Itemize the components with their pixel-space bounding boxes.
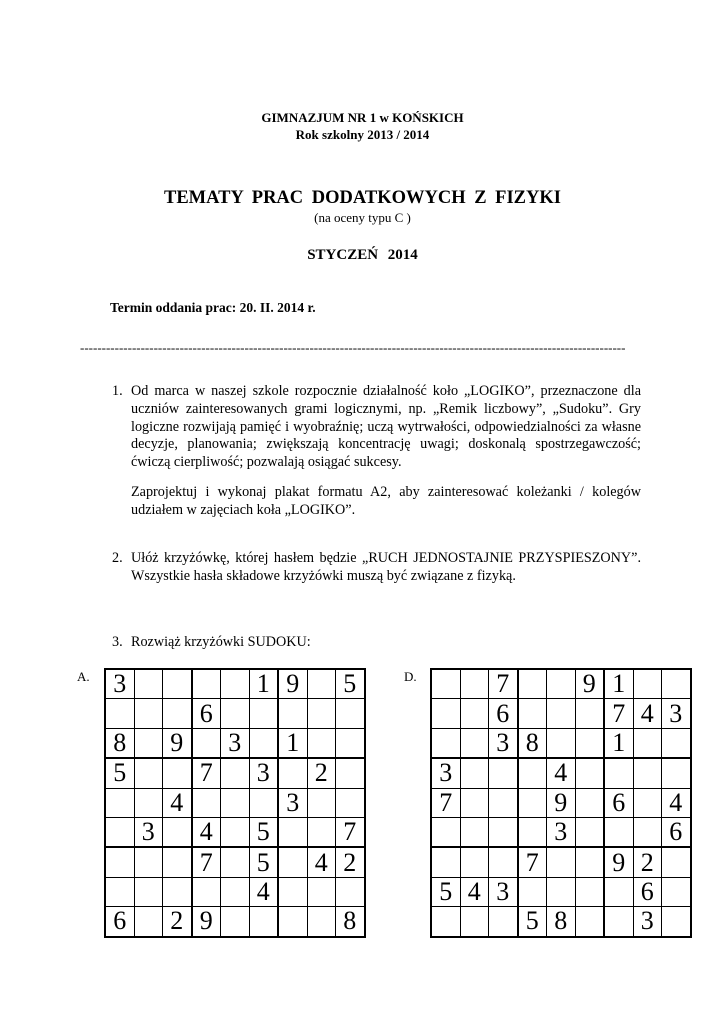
- sudoku-cell[interactable]: [575, 907, 604, 937]
- sudoku-cell[interactable]: 9: [278, 669, 307, 699]
- sudoku-cell[interactable]: [307, 877, 336, 906]
- sudoku-cell[interactable]: [307, 817, 336, 847]
- school-name: GIMNAZJUM NR 1 w KOŃSKICH: [261, 110, 464, 125]
- sudoku-cell[interactable]: [221, 788, 250, 817]
- sudoku-cell[interactable]: [460, 699, 489, 728]
- sudoku-cell[interactable]: [221, 817, 250, 847]
- sudoku-cell[interactable]: [575, 728, 604, 758]
- task-1-instruction: Zaprojektuj i wykonaj plakat formatu A2, aby zainteresować koleżanki / kolegów udziałem w zajęciach koła „LOGIKO”.: [131, 484, 641, 518]
- sudoku-cell[interactable]: [134, 877, 163, 906]
- sudoku-cell[interactable]: [431, 817, 460, 847]
- sudoku-cell[interactable]: [221, 907, 250, 937]
- sudoku-cell[interactable]: [662, 877, 691, 906]
- sudoku-cell[interactable]: 9: [547, 788, 576, 817]
- sudoku-cell[interactable]: [489, 758, 518, 788]
- sudoku-row: [105, 788, 365, 817]
- sudoku-cell[interactable]: [604, 877, 633, 906]
- sudoku-cell[interactable]: [633, 817, 662, 847]
- task-3-number: 3.: [112, 634, 123, 650]
- sudoku-cell[interactable]: [221, 847, 250, 877]
- sudoku-cell[interactable]: 6: [633, 877, 662, 906]
- sudoku-cell[interactable]: 8: [105, 728, 134, 758]
- sudoku-cell[interactable]: [575, 847, 604, 877]
- sudoku-cell[interactable]: [604, 817, 633, 847]
- sudoku-cell[interactable]: 3: [489, 728, 518, 758]
- sudoku-cell[interactable]: [518, 699, 547, 728]
- sudoku-cell[interactable]: [307, 699, 336, 728]
- sudoku-cell[interactable]: [278, 907, 307, 937]
- sudoku-row: [431, 758, 691, 788]
- sudoku-cell[interactable]: 4: [633, 699, 662, 728]
- sudoku-grid-a: [104, 668, 366, 938]
- sudoku-cell[interactable]: [221, 699, 250, 728]
- sudoku-cell[interactable]: 7: [192, 758, 221, 788]
- sudoku-cell[interactable]: [575, 817, 604, 847]
- sudoku-cell[interactable]: [192, 788, 221, 817]
- sudoku-cell[interactable]: [489, 788, 518, 817]
- sudoku-cell[interactable]: 4: [192, 817, 221, 847]
- task-2-text: Ułóż krzyżówkę, której hasłem będzie „RUCH JEDNOSTAJNIE PRZYSPIESZONY”. Wszystkie hasła składowe krzyżówki muszą być związane z fizyką.: [131, 550, 641, 584]
- sudoku-cell[interactable]: [307, 788, 336, 817]
- sudoku-cell[interactable]: [307, 728, 336, 758]
- document-month: STYCZEŃ 2014: [307, 247, 418, 263]
- sudoku-cell[interactable]: [134, 669, 163, 699]
- sudoku-row: [431, 847, 691, 877]
- sudoku-cell[interactable]: 3: [278, 788, 307, 817]
- sudoku-d-label: D.: [404, 669, 417, 684]
- sudoku-row: [105, 907, 365, 937]
- sudoku-cell[interactable]: 3: [431, 758, 460, 788]
- sudoku-cell[interactable]: [249, 699, 278, 728]
- sudoku-cell[interactable]: [431, 669, 460, 699]
- sudoku-cell[interactable]: 9: [604, 847, 633, 877]
- sudoku-cell[interactable]: [547, 669, 576, 699]
- sudoku-cell[interactable]: 9: [192, 907, 221, 937]
- sudoku-cell[interactable]: [518, 817, 547, 847]
- sudoku-cell[interactable]: 3: [547, 817, 576, 847]
- sudoku-cell[interactable]: 6: [489, 699, 518, 728]
- sudoku-row: [431, 788, 691, 817]
- sudoku-cell[interactable]: [431, 907, 460, 937]
- sudoku-cell[interactable]: 8: [547, 907, 576, 937]
- sudoku-cell[interactable]: 4: [460, 877, 489, 906]
- sudoku-cell[interactable]: [547, 728, 576, 758]
- sudoku-cell[interactable]: [134, 699, 163, 728]
- sudoku-cell[interactable]: 7: [518, 847, 547, 877]
- sudoku-cell[interactable]: [547, 699, 576, 728]
- sudoku-cell[interactable]: [662, 907, 691, 937]
- sudoku-cell[interactable]: [575, 877, 604, 906]
- sudoku-cell[interactable]: [633, 728, 662, 758]
- sudoku-row: [105, 728, 365, 758]
- sudoku-cell[interactable]: [336, 728, 365, 758]
- sudoku-cell[interactable]: 5: [249, 847, 278, 877]
- sudoku-row: [105, 758, 365, 788]
- sudoku-row: [431, 699, 691, 728]
- sudoku-cell[interactable]: [307, 907, 336, 937]
- sudoku-cell[interactable]: [662, 728, 691, 758]
- task-1-text: Od marca w naszej szkole rozpocznie działalność koło „LOGIKO”, przeznaczone dla uczniów zainteresowanych grami logicznymi, np. „Remik liczbowy”, „Sudoku”. Gry logiczne rozwijają pamięć i wyobraźnię; uczą wytrwałości, odpowiedzialności za własne decyzje, planowania; zwiększają koncentrację uwagi; doskonalą spostrzegawczość; ćwiczą cierpliwość; pozwalają osiągać sukcesy.: [131, 383, 641, 471]
- sudoku-cell[interactable]: [249, 788, 278, 817]
- divider-line: ------------------------------------------------------------------------------------------------------------------------------: [80, 340, 626, 355]
- sudoku-cell[interactable]: [163, 847, 192, 877]
- sudoku-cell[interactable]: 4: [163, 788, 192, 817]
- sudoku-cell[interactable]: [604, 907, 633, 937]
- sudoku-cell[interactable]: [662, 669, 691, 699]
- sudoku-cell[interactable]: 5: [249, 817, 278, 847]
- task-2-number: 2.: [112, 550, 123, 566]
- sudoku-row: [105, 847, 365, 877]
- sudoku-cell[interactable]: 4: [307, 847, 336, 877]
- sudoku-cell[interactable]: [278, 847, 307, 877]
- sudoku-cell[interactable]: 5: [518, 907, 547, 937]
- sudoku-cell[interactable]: 2: [633, 847, 662, 877]
- sudoku-cell[interactable]: [460, 788, 489, 817]
- sudoku-cell[interactable]: 2: [163, 907, 192, 937]
- sudoku-row: [431, 907, 691, 937]
- sudoku-cell[interactable]: 3: [134, 817, 163, 847]
- sudoku-cell[interactable]: [575, 758, 604, 788]
- sudoku-cell[interactable]: 9: [575, 669, 604, 699]
- sudoku-cell[interactable]: [134, 788, 163, 817]
- sudoku-cell[interactable]: [105, 788, 134, 817]
- sudoku-cell[interactable]: [431, 847, 460, 877]
- sudoku-row: [431, 728, 691, 758]
- sudoku-cell[interactable]: 1: [278, 728, 307, 758]
- sudoku-cell[interactable]: [105, 699, 134, 728]
- sudoku-grid-d: [430, 668, 692, 938]
- sudoku-cell[interactable]: [547, 847, 576, 877]
- sudoku-cell[interactable]: 8: [336, 907, 365, 937]
- sudoku-cell[interactable]: [431, 728, 460, 758]
- sudoku-cell[interactable]: [192, 877, 221, 906]
- sudoku-cell[interactable]: [460, 669, 489, 699]
- school-year: Rok szkolny 2013 / 2014: [295, 127, 430, 142]
- sudoku-cell[interactable]: [249, 728, 278, 758]
- sudoku-cell[interactable]: 3: [249, 758, 278, 788]
- sudoku-cell[interactable]: [518, 788, 547, 817]
- sudoku-cell[interactable]: 6: [192, 699, 221, 728]
- sudoku-a-label: A.: [77, 669, 90, 684]
- sudoku-cell[interactable]: 7: [192, 847, 221, 877]
- sudoku-row: [105, 877, 365, 906]
- sudoku-cell[interactable]: [604, 758, 633, 788]
- sudoku-cell[interactable]: 5: [336, 669, 365, 699]
- sudoku-cell[interactable]: [633, 788, 662, 817]
- sudoku-cell[interactable]: [278, 699, 307, 728]
- sudoku-cell[interactable]: [278, 877, 307, 906]
- sudoku-cell[interactable]: [547, 877, 576, 906]
- sudoku-cell[interactable]: 7: [336, 817, 365, 847]
- sudoku-cell[interactable]: 4: [249, 877, 278, 906]
- sudoku-cell[interactable]: 6: [662, 817, 691, 847]
- sudoku-cell[interactable]: 6: [604, 788, 633, 817]
- sudoku-cell[interactable]: 3: [662, 699, 691, 728]
- sudoku-cell[interactable]: [105, 847, 134, 877]
- sudoku-cell[interactable]: [633, 758, 662, 788]
- sudoku-cell[interactable]: 7: [604, 699, 633, 728]
- sudoku-cell[interactable]: [575, 788, 604, 817]
- sudoku-cell[interactable]: [662, 758, 691, 788]
- sudoku-cell[interactable]: 1: [604, 728, 633, 758]
- sudoku-cell[interactable]: 4: [662, 788, 691, 817]
- sudoku-cell[interactable]: 5: [431, 877, 460, 906]
- sudoku-cell[interactable]: [460, 847, 489, 877]
- sudoku-cell[interactable]: 7: [489, 669, 518, 699]
- sudoku-cell[interactable]: [336, 699, 365, 728]
- sudoku-cell[interactable]: [249, 907, 278, 937]
- sudoku-cell[interactable]: 2: [336, 847, 365, 877]
- sudoku-cell[interactable]: [278, 758, 307, 788]
- sudoku-cell[interactable]: [575, 699, 604, 728]
- sudoku-cell[interactable]: [163, 758, 192, 788]
- sudoku-cell[interactable]: [134, 758, 163, 788]
- sudoku-cell[interactable]: 4: [547, 758, 576, 788]
- sudoku-row: [105, 699, 365, 728]
- sudoku-row: [105, 817, 365, 847]
- sudoku-cell[interactable]: 2: [307, 758, 336, 788]
- sudoku-cell[interactable]: [105, 877, 134, 906]
- sudoku-cell[interactable]: [518, 877, 547, 906]
- sudoku-cell[interactable]: [489, 847, 518, 877]
- sudoku-cell[interactable]: [431, 699, 460, 728]
- sudoku-cell[interactable]: [518, 758, 547, 788]
- sudoku-cell[interactable]: [221, 758, 250, 788]
- sudoku-cell[interactable]: [518, 669, 547, 699]
- deadline: Termin oddania prac: 20. II. 2014 r.: [110, 300, 316, 315]
- sudoku-cell[interactable]: 8: [518, 728, 547, 758]
- sudoku-cell[interactable]: 3: [489, 877, 518, 906]
- sudoku-cell[interactable]: 5: [105, 758, 134, 788]
- sudoku-cell[interactable]: [307, 669, 336, 699]
- sudoku-cell[interactable]: [336, 788, 365, 817]
- sudoku-cell[interactable]: [134, 847, 163, 877]
- sudoku-cell[interactable]: [460, 728, 489, 758]
- sudoku-row: [105, 669, 365, 699]
- task-3-text: Rozwiąż krzyżówki SUDOKU:: [131, 634, 311, 650]
- sudoku-cell[interactable]: [336, 758, 365, 788]
- sudoku-cell[interactable]: 1: [604, 669, 633, 699]
- sudoku-row: [431, 669, 691, 699]
- task-1-number: 1.: [112, 383, 123, 399]
- sudoku-row: [431, 817, 691, 847]
- sudoku-cell[interactable]: [105, 817, 134, 847]
- sudoku-cell[interactable]: [134, 907, 163, 937]
- sudoku-cell[interactable]: [662, 847, 691, 877]
- sudoku-row: [431, 877, 691, 906]
- sudoku-cell[interactable]: [336, 877, 365, 906]
- sudoku-cell[interactable]: [460, 758, 489, 788]
- sudoku-cell[interactable]: 6: [105, 907, 134, 937]
- sudoku-cell[interactable]: [163, 699, 192, 728]
- sudoku-cell[interactable]: 9: [163, 728, 192, 758]
- sudoku-cell[interactable]: [221, 877, 250, 906]
- sudoku-cell[interactable]: [192, 728, 221, 758]
- sudoku-cell[interactable]: [163, 877, 192, 906]
- sudoku-cell[interactable]: 3: [105, 669, 134, 699]
- sudoku-cell[interactable]: [633, 669, 662, 699]
- sudoku-cell[interactable]: 3: [633, 907, 662, 937]
- sudoku-cell[interactable]: [134, 728, 163, 758]
- document-title: TEMATY PRAC DODATKOWYCH Z FIZYKI: [164, 188, 561, 208]
- sudoku-cell[interactable]: [192, 669, 221, 699]
- sudoku-cell[interactable]: [278, 817, 307, 847]
- sudoku-cell[interactable]: [489, 907, 518, 937]
- sudoku-cell[interactable]: [221, 669, 250, 699]
- sudoku-cell[interactable]: [489, 817, 518, 847]
- sudoku-cell[interactable]: 3: [221, 728, 250, 758]
- sudoku-cell[interactable]: 1: [249, 669, 278, 699]
- sudoku-cell[interactable]: [163, 817, 192, 847]
- sudoku-cell[interactable]: 7: [431, 788, 460, 817]
- sudoku-cell[interactable]: [460, 817, 489, 847]
- sudoku-cell[interactable]: [460, 907, 489, 937]
- document-subtitle: (na oceny typu C ): [314, 210, 411, 225]
- sudoku-cell[interactable]: [163, 669, 192, 699]
